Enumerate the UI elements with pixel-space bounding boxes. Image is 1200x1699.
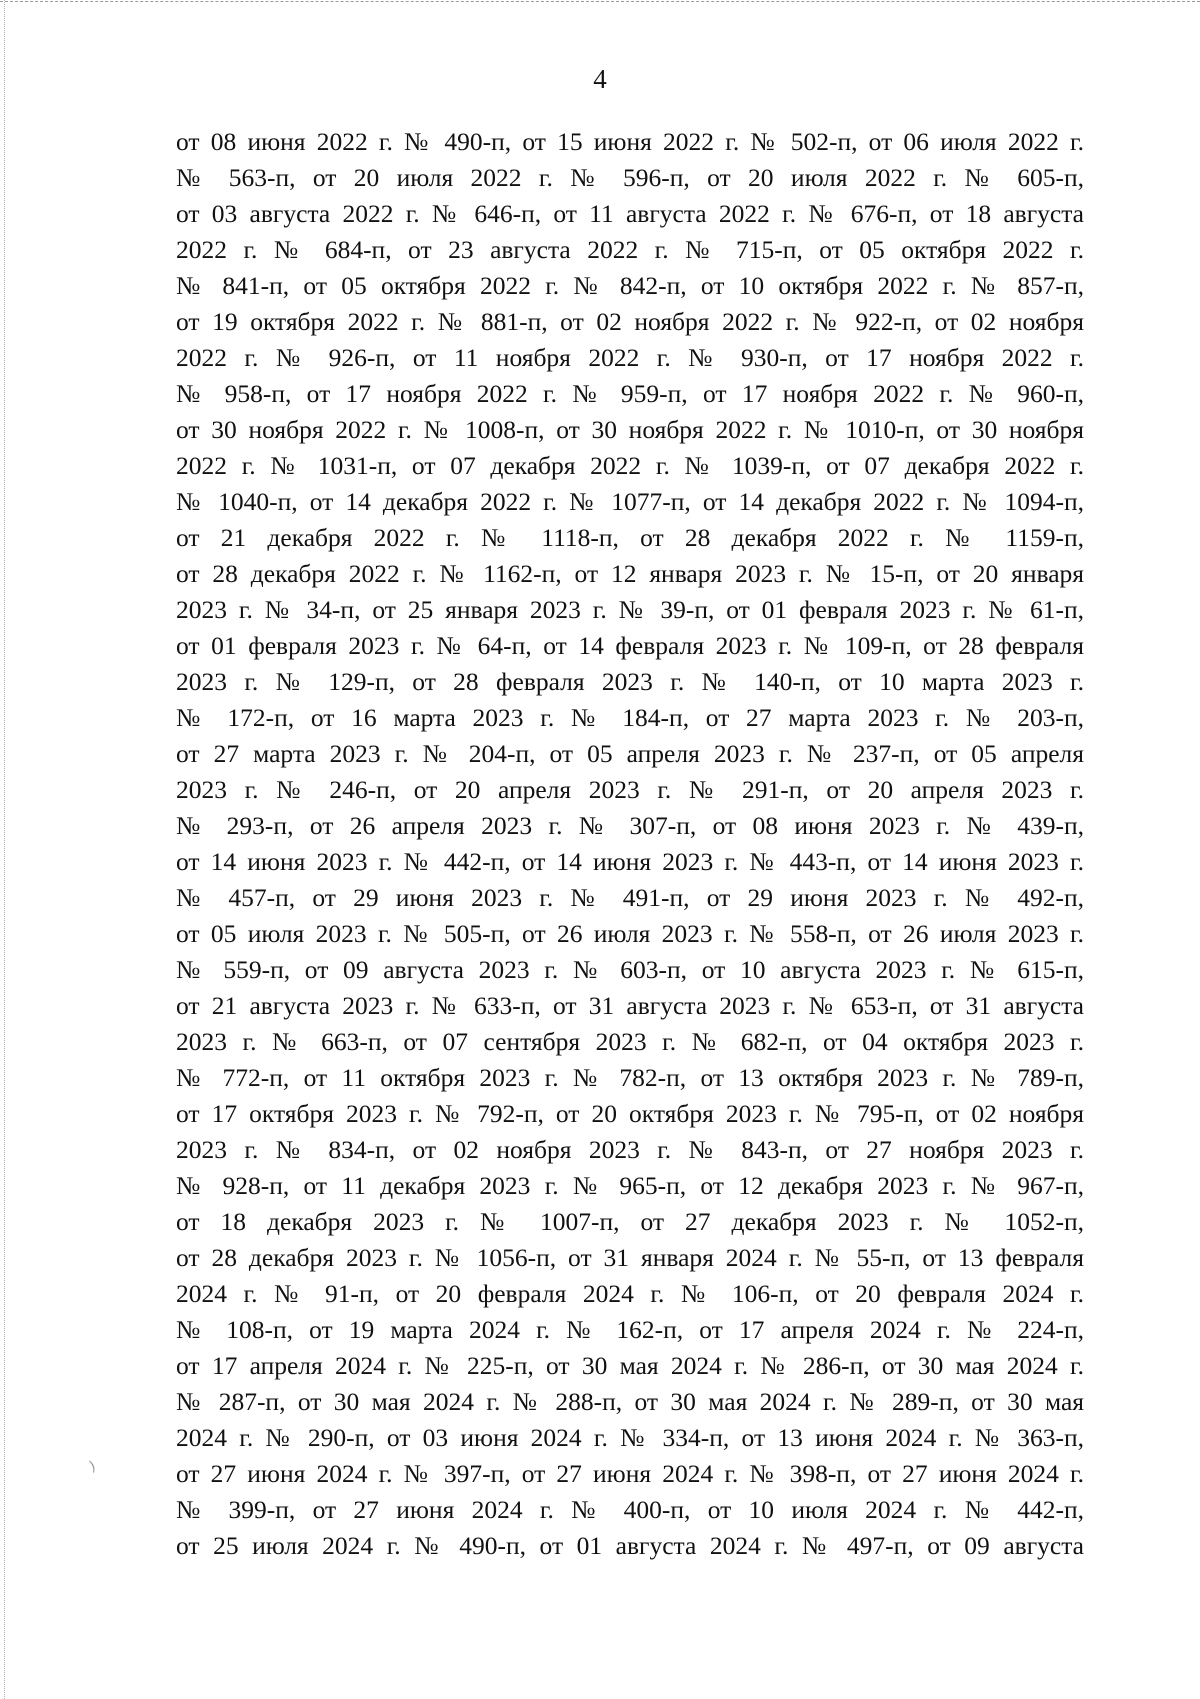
text-line: № 958-п, от 17 ноября 2022 г. № 959-п, от 17 ноября 2022 г. № 960-п, — [176, 379, 1084, 408]
text-line: № 559-п, от 09 августа 2023 г. № 603-п, от 10 августа 2023 г. № 615-п, — [176, 955, 1084, 984]
text-line: 2022 г. № 926-п, от 11 ноября 2022 г. № 930-п, от 17 ноября 2022 г. — [176, 343, 1084, 372]
text-line: № 772-п, от 11 октября 2023 г. № 782-п, от 13 октября 2023 г. № 789-п, — [176, 1063, 1084, 1092]
text-line: от 05 июля 2023 г. № 505-п, от 26 июля 2023 г. № 558-п, от 26 июля 2023 г. — [176, 919, 1084, 948]
text-line: от 28 декабря 2022 г. № 1162-п, от 12 января 2023 г. № 15-п, от 20 января — [176, 559, 1084, 588]
scan-edge-left — [4, 0, 5, 1699]
text-line: от 27 июня 2024 г. № 397-п, от 27 июня 2024 г. № 398-п, от 27 июня 2024 г. — [176, 1459, 1084, 1488]
text-line: 2023 г. № 246-п, от 20 апреля 2023 г. № 291-п, от 20 апреля 2023 г. — [176, 775, 1084, 804]
text-line: 2023 г. № 129-п, от 28 февраля 2023 г. № 140-п, от 10 марта 2023 г. — [176, 667, 1084, 696]
text-line: № 1040-п, от 14 декабря 2022 г. № 1077-п, от 14 декабря 2022 г. № 1094-п, — [176, 487, 1084, 516]
text-line: № 928-п, от 11 декабря 2023 г. № 965-п, от 12 декабря 2023 г. № 967-п, — [176, 1171, 1084, 1200]
text-line: от 25 июля 2024 г. № 490-п, от 01 августа 2024 г. № 497-п, от 09 августа — [176, 1531, 1084, 1560]
text-line: от 21 декабря 2022 г. № 1118-п, от 28 декабря 2022 г. № 1159-п, — [176, 523, 1084, 552]
text-line: 2023 г. № 834-п, от 02 ноября 2023 г. № 843-п, от 27 ноября 2023 г. — [176, 1135, 1084, 1164]
text-line: от 21 августа 2023 г. № 633-п, от 31 августа 2023 г. № 653-п, от 31 августа — [176, 991, 1084, 1020]
text-line: от 14 июня 2023 г. № 442-п, от 14 июня 2023 г. № 443-п, от 14 июня 2023 г. — [176, 847, 1084, 876]
text-line: 2022 г. № 1031-п, от 07 декабря 2022 г. № 1039-п, от 07 декабря 2022 г. — [176, 451, 1084, 480]
text-line: № 172-п, от 16 марта 2023 г. № 184-п, от 27 марта 2023 г. № 203-п, — [176, 703, 1084, 732]
text-line: 2023 г. № 663-п, от 07 сентября 2023 г. № 682-п, от 04 октября 2023 г. — [176, 1027, 1084, 1056]
text-line: от 17 октября 2023 г. № 792-п, от 20 октября 2023 г. № 795-п, от 02 ноября — [176, 1099, 1084, 1128]
text-line: от 19 октября 2022 г. № 881-п, от 02 ноября 2022 г. № 922-п, от 02 ноября — [176, 307, 1084, 336]
text-line: № 293-п, от 26 апреля 2023 г. № 307-п, от 08 июня 2023 г. № 439-п, — [176, 811, 1084, 840]
text-line: № 457-п, от 29 июня 2023 г. № 491-п, от 29 июня 2023 г. № 492-п, — [176, 883, 1084, 912]
text-line: № 108-п, от 19 марта 2024 г. № 162-п, от 17 апреля 2024 г. № 224-п, — [176, 1315, 1084, 1344]
text-line: № 399-п, от 27 июня 2024 г. № 400-п, от 10 июля 2024 г. № 442-п, — [176, 1495, 1084, 1524]
text-line: 2023 г. № 34-п, от 25 января 2023 г. № 39-п, от 01 февраля 2023 г. № 61-п, — [176, 595, 1084, 624]
body-text — [176, 124, 1084, 1564]
page-number: 4 — [593, 64, 607, 94]
text-line: № 287-п, от 30 мая 2024 г. № 288-п, от 30 мая 2024 г. № 289-п, от 30 мая — [176, 1387, 1084, 1416]
text-line: от 28 декабря 2023 г. № 1056-п, от 31 января 2024 г. № 55-п, от 13 февраля — [176, 1243, 1084, 1272]
margin-mark: ) — [87, 1458, 98, 1476]
text-line: № 563-п, от 20 июля 2022 г. № 596-п, от 20 июля 2022 г. № 605-п, — [176, 163, 1084, 192]
text-line: от 30 ноября 2022 г. № 1008-п, от 30 ноября 2022 г. № 1010-п, от 30 ноября — [176, 415, 1084, 444]
text-line: от 18 декабря 2023 г. № 1007-п, от 27 декабря 2023 г. № 1052-п, — [176, 1207, 1084, 1236]
text-line: от 01 февраля 2023 г. № 64-п, от 14 февраля 2023 г. № 109-п, от 28 февраля — [176, 631, 1084, 660]
text-line: от 17 апреля 2024 г. № 225-п, от 30 мая 2024 г. № 286-п, от 30 мая 2024 г. — [176, 1351, 1084, 1380]
scan-edge-top — [0, 1, 1200, 2]
text-line: от 27 марта 2023 г. № 204-п, от 05 апреля 2023 г. № 237-п, от 05 апреля — [176, 739, 1084, 768]
text-line: № 841-п, от 05 октября 2022 г. № 842-п, от 10 октября 2022 г. № 857-п, — [176, 271, 1084, 300]
text-line: от 08 июня 2022 г. № 490-п, от 15 июня 2022 г. № 502-п, от 06 июля 2022 г. — [176, 127, 1084, 156]
text-line: 2024 г. № 290-п, от 03 июня 2024 г. № 334-п, от 13 июня 2024 г. № 363-п, — [176, 1423, 1084, 1452]
text-line: 2024 г. № 91-п, от 20 февраля 2024 г. № 106-п, от 20 февраля 2024 г. — [176, 1279, 1084, 1308]
text-line: от 03 августа 2022 г. № 646-п, от 11 августа 2022 г. № 676-п, от 18 августа — [176, 199, 1084, 228]
text-line: 2022 г. № 684-п, от 23 августа 2022 г. № 715-п, от 05 октября 2022 г. — [176, 235, 1084, 264]
